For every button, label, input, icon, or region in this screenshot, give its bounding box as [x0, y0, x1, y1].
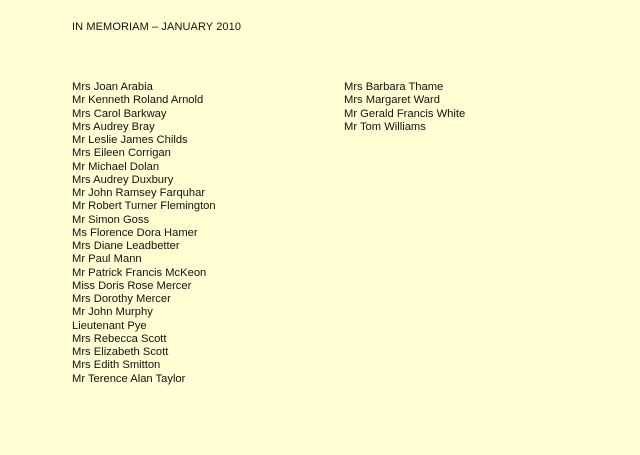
name-entry: Mr Terence Alan Taylor	[72, 372, 186, 385]
name-entry: Mrs Dorothy Mercer	[72, 293, 171, 305]
name-entry: Mr Patrick Francis McKeon	[72, 266, 207, 279]
name-entry: Mrs Rebecca Scott	[72, 332, 167, 345]
name-entry: Mrs Barbara Thame	[344, 81, 444, 93]
name-entry: Mrs Audrey Bray	[72, 120, 155, 133]
name-entry: Mr Simon Goss	[72, 213, 150, 226]
name-entry: Lieutenant Pye	[72, 319, 147, 332]
name-entry: Mrs Diane Leadbetter	[72, 240, 180, 252]
name-entry: Ms Florence Dora Hamer	[72, 226, 198, 239]
name-entry: Mr Kenneth Roland Arnold	[72, 94, 204, 107]
name-entry: Mrs Joan Arabia	[72, 81, 153, 93]
names-column-1	[72, 81, 216, 386]
name-entry: Mrs Audrey Duxbury	[72, 173, 174, 186]
name-entry: Mrs Elizabeth Scott	[72, 346, 169, 358]
name-entry: Mr John Murphy	[72, 306, 153, 319]
name-entry: Mrs Margaret Ward	[344, 94, 440, 107]
page-title: IN MEMORIAM – JANUARY 2010	[72, 21, 242, 33]
name-entry: Mr Paul Mann	[72, 253, 142, 266]
names-column-2	[344, 81, 465, 134]
name-entry: Mrs Edith Smitton	[72, 359, 161, 372]
name-entry: Mr Gerald Francis White	[344, 107, 466, 120]
name-entry: Mr John Ramsey Farquhar	[72, 187, 206, 199]
name-entry: Miss Doris Rose Mercer	[72, 279, 192, 292]
name-entry: Mr Tom Williams	[344, 120, 426, 133]
name-entry: Mr Robert Turner Flemington	[72, 200, 216, 213]
name-entry: Mrs Carol Barkway	[72, 107, 167, 120]
name-entry: Mrs Eileen Corrigan	[72, 147, 171, 160]
name-entry: Mr Leslie James Childs	[72, 134, 188, 146]
name-entry: Mr Michael Dolan	[72, 160, 160, 173]
